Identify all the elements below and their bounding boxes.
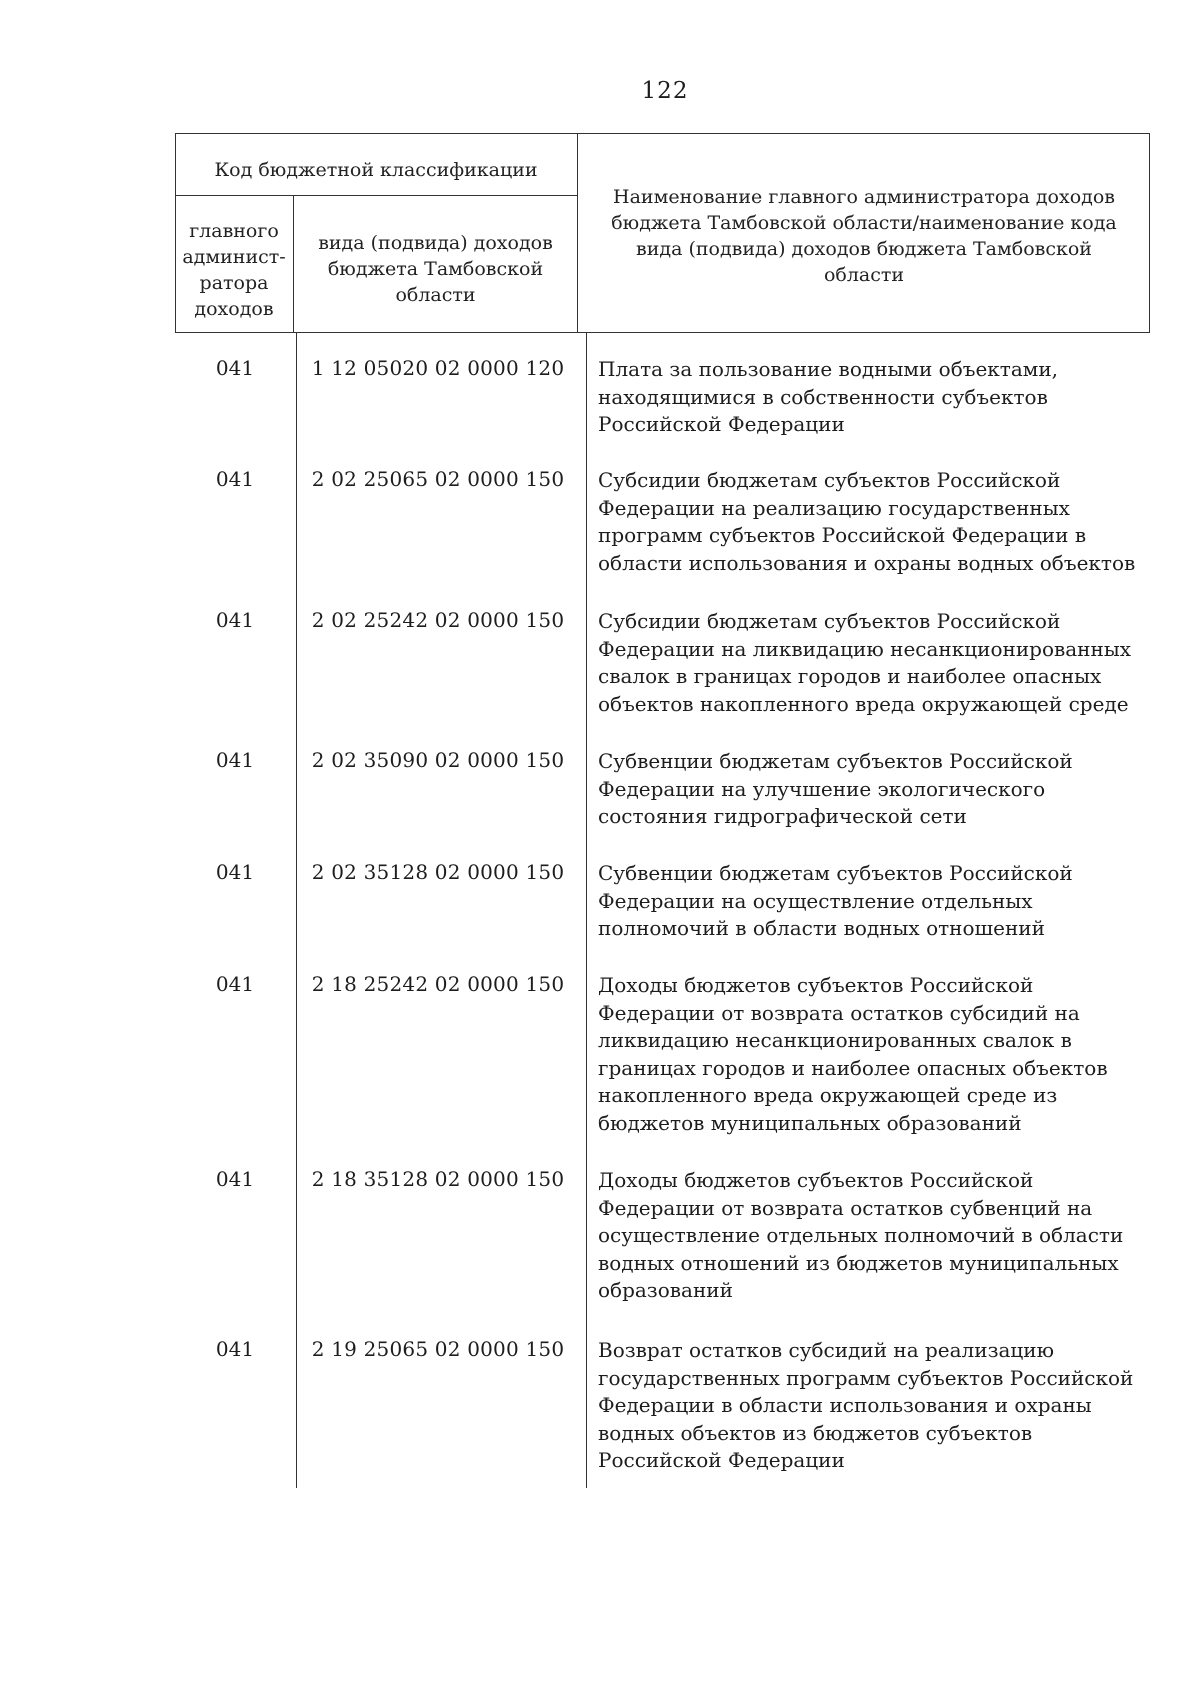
income-name-line: Федерации от возврата остатков субсидий на: [598, 1000, 1080, 1025]
header-name-col: [578, 184, 1150, 288]
income-name: [598, 467, 1138, 577]
income-name-line: Плата за пользование водными объектами,: [598, 357, 1059, 381]
income-name: [598, 860, 1138, 943]
income-name-line: Возврат остатков субсидий на реализацию: [598, 1338, 1055, 1362]
income-code: 2 02 35090 02 0000 150: [311, 748, 565, 772]
header-code-line: области: [395, 284, 476, 306]
income-name-line: Федерации на ликвидацию несанкционированных: [598, 636, 1132, 661]
income-name-line: водных отношений из бюджетов муниципальных: [598, 1250, 1119, 1275]
admin-code: 041: [215, 1167, 255, 1191]
admin-code: 041: [215, 860, 255, 884]
header-name-line: вида (подвида) доходов бюджета Тамбовской: [636, 238, 1092, 260]
income-name-line: находящимися в собственности субъектов: [598, 384, 1048, 409]
income-name-line: области использования и охраны водных объектов: [598, 550, 1136, 575]
header-divider-horizontal: [175, 195, 577, 196]
admin-code: 041: [215, 748, 255, 772]
income-name-line: Российской Федерации: [598, 1448, 845, 1472]
header-admin-line: админист-: [182, 246, 286, 268]
income-name-line: границах городов и наиболее опасных объектов: [598, 1055, 1108, 1080]
income-code: 2 18 25242 02 0000 150: [311, 972, 565, 996]
admin-code: 041: [215, 608, 255, 632]
admin-code: 041: [215, 467, 255, 491]
header-admin-col: [175, 218, 293, 322]
income-name: [598, 356, 1138, 439]
income-name: [598, 748, 1138, 831]
header-name-line: области: [823, 264, 905, 286]
income-code: 2 18 35128 02 0000 150: [311, 1167, 565, 1191]
income-name-line: Российской Федерации: [598, 412, 845, 436]
admin-code: 041: [215, 972, 255, 996]
header-name-line: бюджета Тамбовской области/наименование кода: [611, 212, 1117, 234]
income-name-line: Федерации от возврата остатков субвенций на: [598, 1195, 1093, 1220]
income-name-line: Федерации в области использования и охраны: [598, 1393, 1092, 1417]
income-code: 2 02 25065 02 0000 150: [311, 467, 565, 491]
income-name-line: Доходы бюджетов субъектов Российской: [598, 973, 1034, 997]
income-name-line: осуществление отдельных полномочий в области: [598, 1223, 1124, 1247]
income-name: [598, 608, 1138, 718]
page-number: 122: [641, 78, 689, 104]
income-name: [598, 1167, 1138, 1305]
income-name-line: Субсидии бюджетам субъектов Российской: [598, 609, 1061, 633]
income-name-line: Доходы бюджетов субъектов Российской: [598, 1168, 1034, 1192]
income-name-line: программ субъектов Российской Федерации в: [598, 523, 1087, 547]
income-name-line: Субвенции бюджетам субъектов Российской: [598, 861, 1073, 885]
header-name-line: Наименование главного администратора доходов: [613, 186, 1115, 208]
body-divider-left: [296, 333, 297, 1488]
income-name-line: ликвидацию несанкционированных свалок в: [598, 1028, 1072, 1052]
income-name-line: полномочий в области водных отношений: [598, 916, 1045, 940]
header-code-line: вида (подвида) доходов: [318, 232, 553, 254]
header-group-label: Код бюджетной классификации: [214, 159, 538, 181]
body-divider-right: [586, 333, 587, 1488]
income-name-line: Федерации на реализацию государственных: [598, 495, 1070, 520]
income-name-line: Субвенции бюджетам субъектов Российской: [598, 749, 1073, 773]
admin-code: 041: [215, 1337, 255, 1361]
income-code: 2 19 25065 02 0000 150: [311, 1337, 565, 1361]
header-admin-line: доходов: [194, 298, 274, 320]
header-code-line: бюджета Тамбовской: [327, 258, 544, 280]
income-name-line: образований: [598, 1278, 733, 1302]
income-name: [598, 1337, 1138, 1475]
income-name-line: накопленного вреда окружающей среде из: [598, 1083, 1058, 1107]
header-admin-line: главного: [189, 220, 279, 242]
income-name-line: объектов накопленного вреда окружающей среде: [598, 691, 1129, 716]
header-code-col: [294, 230, 577, 308]
income-name-line: Федерации на улучшение экологического: [598, 776, 1046, 801]
income-code: 2 02 25242 02 0000 150: [311, 608, 565, 632]
income-name-line: свалок в границах городов и наиболее опасных: [598, 664, 1102, 688]
income-name-line: водных объектов из бюджетов субъектов: [598, 1420, 1033, 1445]
income-name-line: бюджетов муниципальных образований: [598, 1110, 1022, 1135]
admin-code: 041: [215, 356, 255, 380]
income-code: 1 12 05020 02 0000 120: [311, 356, 565, 380]
income-name-line: Федерации на осуществление отдельных: [598, 888, 1033, 913]
income-code: 2 02 35128 02 0000 150: [311, 860, 565, 884]
income-name-line: государственных программ субъектов Российской: [598, 1365, 1134, 1390]
header-admin-line: ратора: [199, 272, 269, 294]
income-name: [598, 972, 1138, 1137]
income-name-line: состояния гидрографической сети: [598, 804, 967, 828]
income-name-line: Субсидии бюджетам субъектов Российской: [598, 468, 1061, 492]
